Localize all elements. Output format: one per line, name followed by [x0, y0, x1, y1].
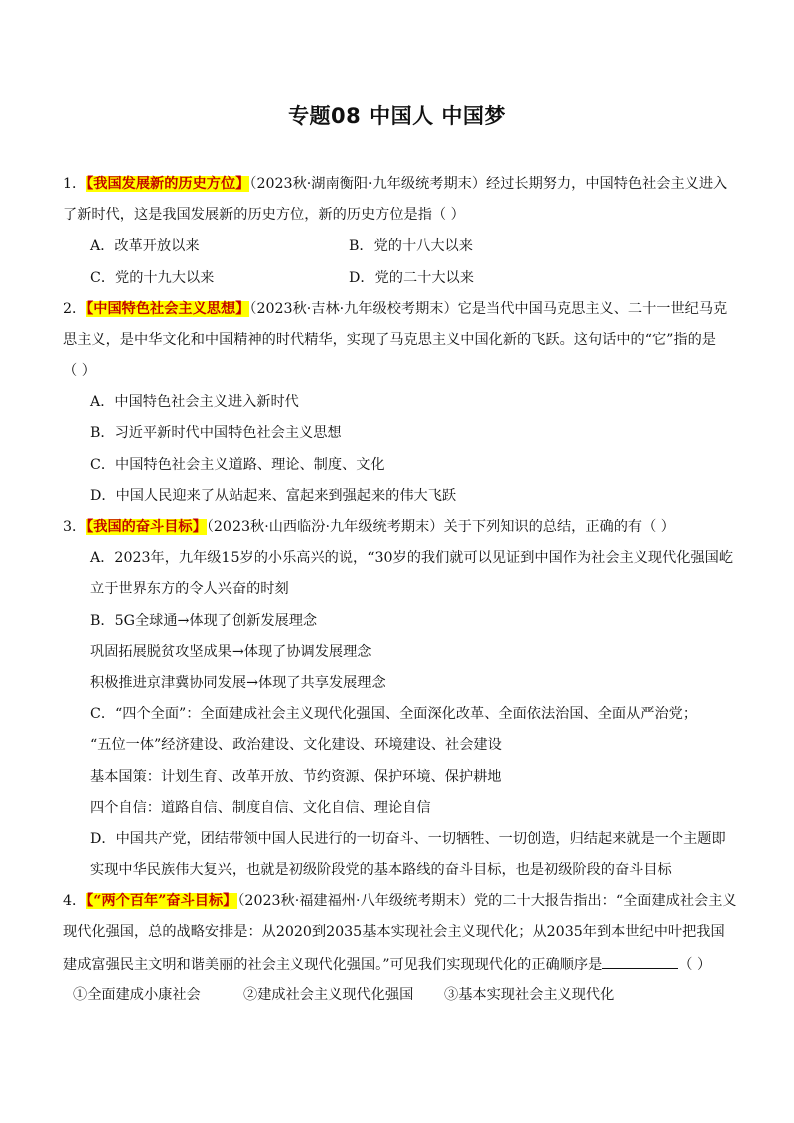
item-1: ①全面建成小康社会	[73, 987, 201, 1003]
option-c-line-3: 基本国策：计划生育、改革开放、节约资源、保护环境、保护耕地	[90, 769, 502, 785]
option-d-line-1: D．中国共产党，团结带领中国人民进行的一切奋斗、一切牺牲、一切创造，归结起来就是一个主题即	[90, 831, 726, 847]
option-b: B．习近平新时代中国特色社会主义思想	[90, 425, 342, 441]
option-b: B．党的十八大以来	[349, 238, 473, 254]
question-3-line-1: 3．【我国的奋斗目标】（2023秋·山西临汾·九年级统考期末）关于下列知识的总结，正确的有（ ）	[63, 519, 675, 535]
question-number: 1．	[63, 176, 87, 192]
question-number: 3．	[63, 519, 87, 535]
option-a: A．改革开放以来	[90, 238, 200, 254]
option-d-line-2: 实现中华民族伟大复兴，也就是初级阶段党的基本路线的奋斗目标，也是初级阶段的奋斗目标	[90, 862, 672, 878]
option-b-line-2: 巩固拓展脱贫攻坚成果→体现了协调发展理念	[90, 644, 372, 660]
question-2-line-1: 2．【中国特色社会主义思想】（2023秋·吉林·九年级校考期末）它是当代中国马克思主义、二十一世纪马克	[63, 301, 728, 317]
option-a-line-1: A．2023年，九年级15岁的小乐高兴的说，“30岁的我们就可以见证到中国作为社会主义现代化强国屹	[90, 550, 734, 566]
option-c-line-2: “五位一体”经济建设、政治建设、文化建设、环境建设、社会建设	[90, 737, 502, 753]
item-3: ③基本实现社会主义现代化	[444, 987, 615, 1003]
option-c: C．党的十九大以来	[90, 270, 215, 286]
page-title: 专题08 中国人 中国梦	[288, 104, 506, 128]
option-a: A．中国特色社会主义进入新时代	[90, 394, 299, 410]
topic-tag: 【中国特色社会主义思想】	[86, 301, 250, 317]
option-c-line-4: 四个自信：道路自信、制度自信、文化自信、理论自信	[90, 800, 431, 816]
option-c: C．中国特色社会主义道路、理论、制度、文化	[90, 457, 385, 473]
option-a-line-2: 立于世界东方的令人兴奋的时刻	[90, 581, 289, 597]
option-b-line-3: 积极推进京津冀协同发展→体现了共享发展理念	[90, 675, 386, 691]
option-d: D．中国人民迎来了从站起来、富起来到强起来的伟大飞跃	[90, 488, 457, 504]
topic-tag: 【“两个百年”奋斗目标】	[86, 893, 238, 909]
option-b-line-1: B．5G全球通→体现了创新发展理念	[90, 613, 318, 629]
option-d: D．党的二十大以来	[349, 270, 474, 286]
question-1-line-2: 了新时代，这是我国发展新的历史方位，新的历史方位是指（ ）	[63, 207, 465, 223]
answer-blank[interactable]	[602, 954, 678, 969]
option-c-line-1: C．“四个全面”：全面建成社会主义现代化强国、全面深化改革、全面依法治国、全面从严治党；	[90, 706, 698, 722]
question-1-line-1: 1．【我国发展新的历史方位】（2023秋·湖南衡阳·九年级统考期末）经过长期努力，中国特色社会主义进入	[63, 176, 728, 192]
question-2-line-2: 思主义，是中华文化和中国精神的时代精华，实现了马克思主义中国化新的飞跃。这句话中的“它”指的是	[63, 332, 716, 348]
question-4-line-2: 现代化强国，总的战略安排是：从2020到2035基本实现社会主义现代化；从2035年到本世纪中叶把我国	[63, 924, 725, 940]
topic-tag: 【我国的奋斗目标】	[86, 519, 207, 535]
question-number: 4．	[63, 893, 87, 909]
question-4-line-1: 4．【“两个百年”奋斗目标】（2023秋·福建福州·八年级统考期末）党的二十大报告指出：“全面建成社会主义	[63, 893, 737, 909]
question-number: 2．	[63, 301, 87, 317]
question-2-line-3: （ ）	[63, 363, 96, 379]
item-2: ②建成社会主义现代化强国	[243, 987, 414, 1003]
question-4-line-3: 建成富强民主文明和谐美丽的社会主义现代化强国。”可见我们实现现代化的正确顺序是 （ ）	[63, 954, 723, 975]
topic-tag: 【我国发展新的历史方位】	[86, 176, 250, 192]
